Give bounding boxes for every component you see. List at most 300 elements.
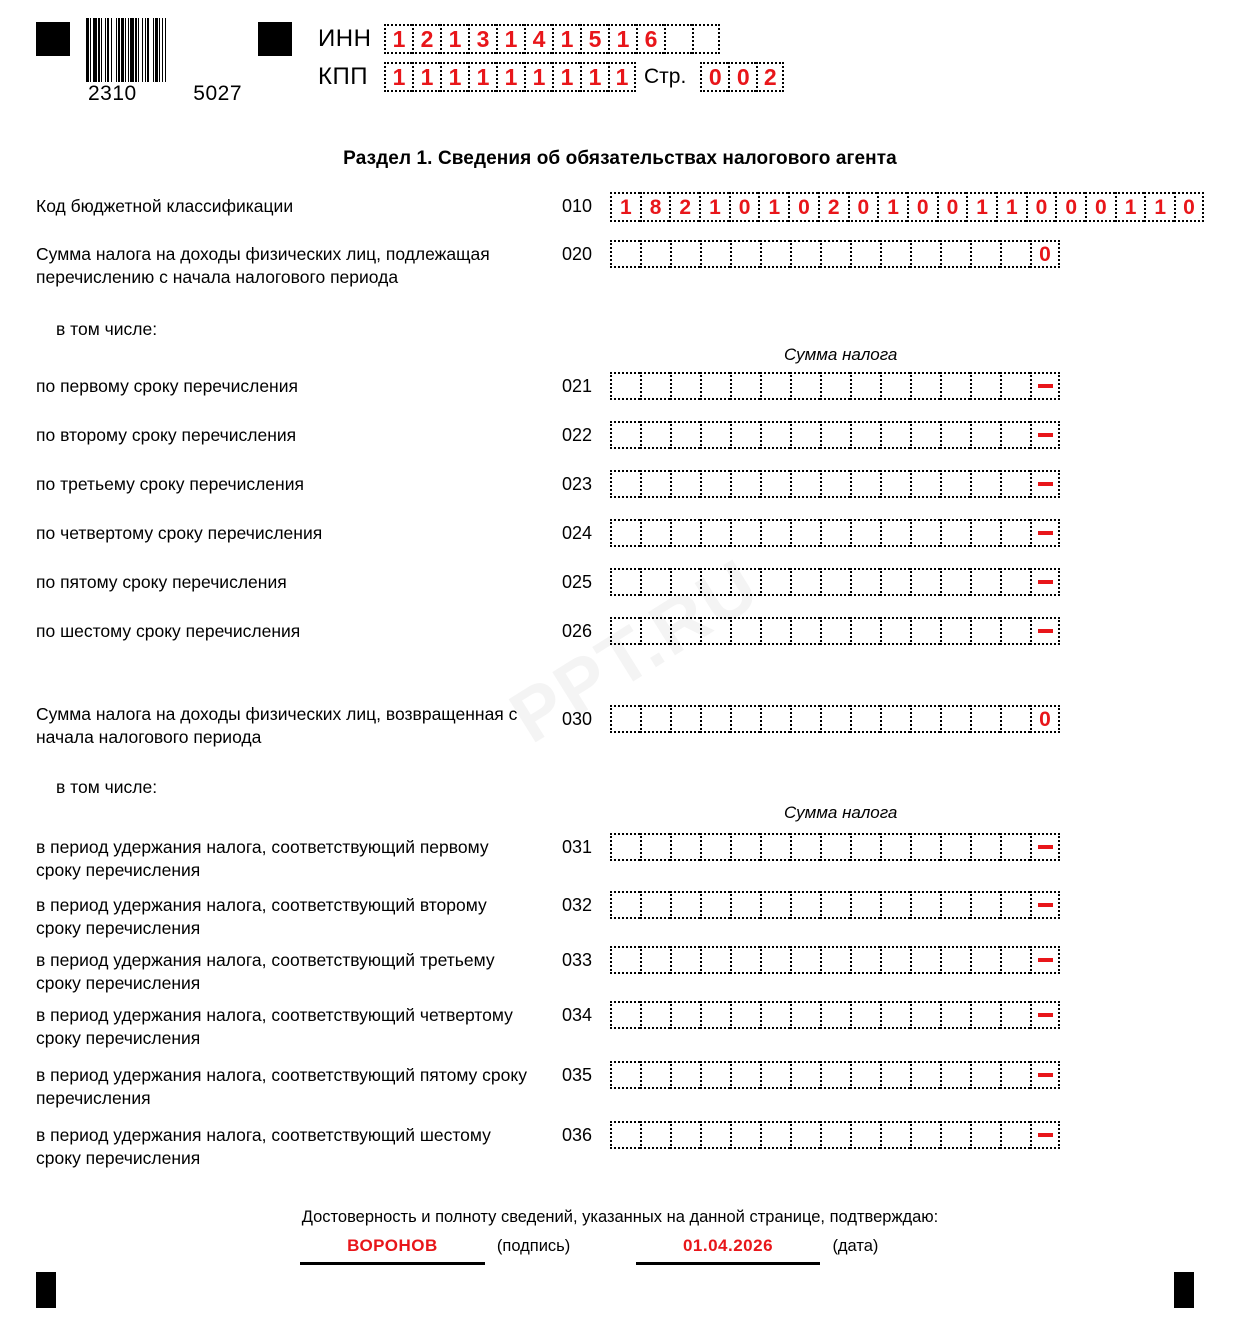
char-cell[interactable] xyxy=(910,617,940,645)
char-cell[interactable] xyxy=(1030,568,1060,596)
char-cell[interactable] xyxy=(610,421,640,449)
char-cell[interactable]: 0 xyxy=(700,62,728,92)
char-cell[interactable]: 1 xyxy=(580,62,608,92)
char-cell[interactable] xyxy=(940,705,970,733)
barcode-number-left: 2310 xyxy=(88,82,137,105)
char-cell[interactable] xyxy=(760,617,790,645)
char-cell[interactable]: 0 xyxy=(729,192,759,222)
char-cell[interactable] xyxy=(850,891,880,919)
char-cell[interactable] xyxy=(820,705,850,733)
char-cell[interactable] xyxy=(1000,240,1030,268)
char-cell[interactable]: 1 xyxy=(524,62,552,92)
char-cell[interactable] xyxy=(880,1121,910,1149)
char-cell[interactable] xyxy=(670,891,700,919)
char-cell[interactable]: 1 xyxy=(496,62,524,92)
char-cell[interactable] xyxy=(1000,1121,1030,1149)
char-cell[interactable] xyxy=(1030,1061,1060,1089)
char-cell[interactable]: 6 xyxy=(636,24,664,54)
char-cell[interactable] xyxy=(970,891,1000,919)
char-cell[interactable]: 8 xyxy=(640,192,670,222)
char-cell[interactable] xyxy=(664,24,692,54)
char-cell[interactable] xyxy=(1000,519,1030,547)
char-cell[interactable] xyxy=(910,1121,940,1149)
char-cell[interactable] xyxy=(940,946,970,974)
char-cell[interactable] xyxy=(790,470,820,498)
char-cell[interactable] xyxy=(1000,891,1030,919)
char-cell[interactable] xyxy=(700,891,730,919)
char-cell[interactable] xyxy=(1000,470,1030,498)
char-cell[interactable] xyxy=(730,372,760,400)
char-cell[interactable] xyxy=(610,946,640,974)
date-slot[interactable] xyxy=(636,1236,821,1265)
char-cell[interactable] xyxy=(910,891,940,919)
line035-input[interactable] xyxy=(610,1061,1060,1089)
char-cell[interactable] xyxy=(790,833,820,861)
char-cell[interactable] xyxy=(640,519,670,547)
char-cell[interactable] xyxy=(880,891,910,919)
char-cell[interactable] xyxy=(940,1001,970,1029)
line025-input[interactable] xyxy=(610,568,1060,596)
char-cell[interactable] xyxy=(910,421,940,449)
char-cell[interactable] xyxy=(760,519,790,547)
char-cell[interactable] xyxy=(1030,421,1060,449)
char-cell[interactable] xyxy=(790,946,820,974)
char-cell[interactable] xyxy=(730,617,760,645)
char-cell[interactable] xyxy=(850,568,880,596)
row-code-010: 010 xyxy=(562,196,593,216)
char-cell[interactable] xyxy=(670,833,700,861)
char-cell[interactable] xyxy=(670,705,700,733)
char-cell[interactable] xyxy=(610,705,640,733)
char-cell[interactable] xyxy=(700,519,730,547)
line024-input[interactable] xyxy=(610,519,1060,547)
char-cell[interactable] xyxy=(730,833,760,861)
char-cell[interactable] xyxy=(1000,1001,1030,1029)
char-cell[interactable] xyxy=(760,421,790,449)
char-cell[interactable] xyxy=(670,240,700,268)
char-cell[interactable] xyxy=(820,470,850,498)
char-cell[interactable] xyxy=(730,421,760,449)
char-cell[interactable] xyxy=(760,946,790,974)
char-cell[interactable]: 1 xyxy=(496,24,524,54)
inn-input[interactable] xyxy=(384,24,720,54)
char-cell[interactable] xyxy=(820,833,850,861)
char-cell[interactable]: 3 xyxy=(468,24,496,54)
char-cell[interactable] xyxy=(610,1121,640,1149)
char-cell[interactable] xyxy=(790,240,820,268)
char-cell[interactable] xyxy=(970,1121,1000,1149)
form-row-023 xyxy=(36,470,1216,498)
char-cell[interactable]: 1 xyxy=(610,192,640,222)
char-cell[interactable] xyxy=(760,833,790,861)
char-cell[interactable] xyxy=(730,519,760,547)
char-cell[interactable]: 1 xyxy=(996,192,1026,222)
char-cell[interactable] xyxy=(880,833,910,861)
kbk-input[interactable] xyxy=(610,192,1204,222)
char-cell[interactable] xyxy=(700,946,730,974)
char-cell[interactable] xyxy=(700,705,730,733)
char-cell[interactable] xyxy=(820,1061,850,1089)
char-cell[interactable] xyxy=(790,372,820,400)
char-cell[interactable] xyxy=(1030,891,1060,919)
char-cell[interactable] xyxy=(850,421,880,449)
char-cell[interactable] xyxy=(700,240,730,268)
char-cell[interactable] xyxy=(640,568,670,596)
char-cell[interactable] xyxy=(880,372,910,400)
char-cell[interactable] xyxy=(760,705,790,733)
char-cell[interactable]: 0 xyxy=(1026,192,1056,222)
char-cell[interactable] xyxy=(640,891,670,919)
char-cell[interactable] xyxy=(670,1121,700,1149)
char-cell[interactable]: 1 xyxy=(384,24,412,54)
char-cell[interactable] xyxy=(700,1121,730,1149)
char-cell[interactable] xyxy=(610,519,640,547)
char-cell[interactable] xyxy=(730,1061,760,1089)
char-cell[interactable] xyxy=(850,1121,880,1149)
char-cell[interactable] xyxy=(820,617,850,645)
char-cell[interactable]: 0 xyxy=(1030,240,1060,268)
row-code-024: 024 xyxy=(562,523,593,543)
char-cell[interactable] xyxy=(850,1061,880,1089)
char-cell[interactable] xyxy=(1000,421,1030,449)
char-cell[interactable]: 1 xyxy=(1115,192,1145,222)
char-cell[interactable] xyxy=(820,519,850,547)
char-cell[interactable]: 2 xyxy=(669,192,699,222)
char-cell[interactable] xyxy=(1030,833,1060,861)
char-cell[interactable] xyxy=(910,946,940,974)
char-cell[interactable]: 2 xyxy=(412,24,440,54)
sum-header-2: Сумма налога xyxy=(784,803,898,822)
char-cell[interactable]: 0 xyxy=(788,192,818,222)
char-cell[interactable]: 0 xyxy=(907,192,937,222)
char-cell[interactable] xyxy=(910,833,940,861)
char-cell[interactable] xyxy=(940,617,970,645)
char-cell[interactable] xyxy=(610,470,640,498)
line021-input[interactable] xyxy=(610,372,1060,400)
row-label-032: в период удержания налога, соответствующий второму сроку перечисления xyxy=(36,895,487,938)
char-cell[interactable] xyxy=(1030,946,1060,974)
char-cell[interactable] xyxy=(790,568,820,596)
char-cell[interactable]: 4 xyxy=(524,24,552,54)
char-cell[interactable] xyxy=(692,24,720,54)
char-cell[interactable]: 2 xyxy=(756,62,784,92)
form-row-026 xyxy=(36,617,1216,645)
char-cell[interactable] xyxy=(850,617,880,645)
char-cell[interactable] xyxy=(790,891,820,919)
char-cell[interactable] xyxy=(670,372,700,400)
char-cell[interactable] xyxy=(880,421,910,449)
char-cell[interactable] xyxy=(910,470,940,498)
form-row-031 xyxy=(36,833,1216,882)
char-cell[interactable] xyxy=(1030,470,1060,498)
char-cell[interactable] xyxy=(940,1121,970,1149)
char-cell[interactable] xyxy=(940,470,970,498)
line022-input[interactable] xyxy=(610,421,1060,449)
char-cell[interactable] xyxy=(820,421,850,449)
char-cell[interactable] xyxy=(850,705,880,733)
char-cell[interactable] xyxy=(970,946,1000,974)
char-cell[interactable] xyxy=(940,833,970,861)
char-cell[interactable] xyxy=(1030,372,1060,400)
char-cell[interactable] xyxy=(670,946,700,974)
char-cell[interactable] xyxy=(940,240,970,268)
char-cell[interactable]: 1 xyxy=(1144,192,1174,222)
char-cell[interactable] xyxy=(670,421,700,449)
char-cell[interactable] xyxy=(640,421,670,449)
char-cell[interactable] xyxy=(850,372,880,400)
signature-slot[interactable] xyxy=(300,1236,485,1265)
char-cell[interactable] xyxy=(940,891,970,919)
char-cell[interactable] xyxy=(1030,519,1060,547)
char-cell[interactable] xyxy=(700,421,730,449)
char-cell[interactable]: 0 xyxy=(1174,192,1204,222)
dash-mark xyxy=(1038,629,1053,633)
char-cell[interactable]: 0 xyxy=(1055,192,1085,222)
char-cell[interactable] xyxy=(880,240,910,268)
char-cell[interactable] xyxy=(1000,705,1030,733)
row-code-021: 021 xyxy=(562,376,593,396)
row-label-024: по четвертому сроку перечисления xyxy=(36,523,323,543)
row-code-030: 030 xyxy=(562,709,593,729)
char-cell[interactable] xyxy=(820,891,850,919)
char-cell[interactable]: 0 xyxy=(728,62,756,92)
char-cell[interactable] xyxy=(1000,372,1030,400)
char-cell[interactable] xyxy=(820,372,850,400)
char-cell[interactable]: 1 xyxy=(608,62,636,92)
form-row-035 xyxy=(36,1061,1216,1110)
char-cell[interactable] xyxy=(820,946,850,974)
char-cell[interactable]: 1 xyxy=(440,62,468,92)
char-cell[interactable] xyxy=(700,1061,730,1089)
char-cell[interactable]: 1 xyxy=(384,62,412,92)
char-cell[interactable] xyxy=(880,1001,910,1029)
char-cell[interactable] xyxy=(820,1001,850,1029)
char-cell[interactable] xyxy=(970,1001,1000,1029)
char-cell[interactable]: 1 xyxy=(966,192,996,222)
char-cell[interactable] xyxy=(640,617,670,645)
char-cell[interactable] xyxy=(730,470,760,498)
char-cell[interactable]: 1 xyxy=(440,24,468,54)
char-cell[interactable] xyxy=(970,519,1000,547)
char-cell[interactable] xyxy=(910,519,940,547)
char-cell[interactable] xyxy=(640,705,670,733)
char-cell[interactable] xyxy=(640,833,670,861)
char-cell[interactable] xyxy=(1000,1061,1030,1089)
char-cell[interactable] xyxy=(1000,617,1030,645)
page-number-input[interactable] xyxy=(700,62,784,92)
char-cell[interactable] xyxy=(730,568,760,596)
char-cell[interactable] xyxy=(940,372,970,400)
char-cell[interactable] xyxy=(700,617,730,645)
char-cell[interactable] xyxy=(940,1061,970,1089)
char-cell[interactable] xyxy=(880,519,910,547)
char-cell[interactable] xyxy=(610,617,640,645)
char-cell[interactable] xyxy=(880,568,910,596)
char-cell[interactable] xyxy=(1000,946,1030,974)
char-cell[interactable] xyxy=(970,421,1000,449)
form-row-034 xyxy=(36,1001,1216,1050)
char-cell[interactable]: 5 xyxy=(580,24,608,54)
char-cell[interactable] xyxy=(850,946,880,974)
char-cell[interactable] xyxy=(880,705,910,733)
char-cell[interactable] xyxy=(910,240,940,268)
line030-input[interactable] xyxy=(610,705,1060,733)
char-cell[interactable]: 1 xyxy=(758,192,788,222)
confirmation-text: Достоверность и полноту сведений, указанных на данной странице, подтверждаю: xyxy=(301,1208,939,1226)
char-cell[interactable] xyxy=(850,519,880,547)
char-cell[interactable] xyxy=(610,372,640,400)
char-cell[interactable]: 1 xyxy=(552,24,580,54)
row-label-023: по третьему сроку перечисления xyxy=(36,474,304,494)
char-cell[interactable]: 0 xyxy=(1030,705,1060,733)
line034-input[interactable] xyxy=(610,1001,1060,1029)
char-cell[interactable] xyxy=(940,568,970,596)
char-cell[interactable] xyxy=(760,568,790,596)
char-cell[interactable] xyxy=(850,240,880,268)
char-cell[interactable] xyxy=(730,1121,760,1149)
char-cell[interactable] xyxy=(880,470,910,498)
char-cell[interactable] xyxy=(910,1001,940,1029)
char-cell[interactable] xyxy=(970,705,1000,733)
char-cell[interactable] xyxy=(850,470,880,498)
row-code-032: 032 xyxy=(562,895,593,915)
char-cell[interactable] xyxy=(670,1001,700,1029)
char-cell[interactable] xyxy=(760,240,790,268)
char-cell[interactable] xyxy=(790,617,820,645)
char-cell[interactable] xyxy=(940,421,970,449)
char-cell[interactable] xyxy=(1000,568,1030,596)
char-cell[interactable] xyxy=(700,1001,730,1029)
char-cell[interactable] xyxy=(640,946,670,974)
char-cell[interactable] xyxy=(760,1001,790,1029)
char-cell[interactable] xyxy=(1030,617,1060,645)
char-cell[interactable] xyxy=(610,1001,640,1029)
char-cell[interactable] xyxy=(970,617,1000,645)
line032-input[interactable] xyxy=(610,891,1060,919)
char-cell[interactable] xyxy=(700,568,730,596)
char-cell[interactable]: 0 xyxy=(937,192,967,222)
signature-value: ВОРОНОВ xyxy=(347,1236,438,1255)
char-cell[interactable] xyxy=(760,470,790,498)
char-cell[interactable] xyxy=(880,946,910,974)
line033-input[interactable] xyxy=(610,946,1060,974)
char-cell[interactable] xyxy=(970,1061,1000,1089)
line023-input[interactable] xyxy=(610,470,1060,498)
char-cell[interactable] xyxy=(910,705,940,733)
char-cell[interactable] xyxy=(970,568,1000,596)
row-label-035: в период удержания налога, соответствующий пятому сроку перечисления xyxy=(36,1065,527,1108)
char-cell[interactable] xyxy=(1030,1121,1060,1149)
char-cell[interactable] xyxy=(730,240,760,268)
char-cell[interactable]: 1 xyxy=(552,62,580,92)
row-code-034: 034 xyxy=(562,1005,593,1025)
char-cell[interactable] xyxy=(790,1001,820,1029)
char-cell[interactable] xyxy=(700,372,730,400)
char-cell[interactable] xyxy=(790,519,820,547)
char-cell[interactable] xyxy=(850,1001,880,1029)
char-cell[interactable] xyxy=(970,240,1000,268)
char-cell[interactable] xyxy=(640,1121,670,1149)
char-cell[interactable] xyxy=(610,568,640,596)
char-cell[interactable] xyxy=(1000,833,1030,861)
char-cell[interactable] xyxy=(730,705,760,733)
char-cell[interactable] xyxy=(880,1061,910,1089)
char-cell[interactable] xyxy=(610,891,640,919)
line036-input[interactable] xyxy=(610,1121,1060,1149)
dash-mark xyxy=(1038,1133,1053,1137)
char-cell[interactable] xyxy=(730,946,760,974)
char-cell[interactable]: 1 xyxy=(468,62,496,92)
char-cell[interactable] xyxy=(760,1121,790,1149)
char-cell[interactable] xyxy=(820,240,850,268)
form-row-020 xyxy=(36,240,1216,289)
char-cell[interactable] xyxy=(790,421,820,449)
char-cell[interactable]: 0 xyxy=(1085,192,1115,222)
char-cell[interactable]: 0 xyxy=(848,192,878,222)
char-cell[interactable] xyxy=(910,1061,940,1089)
form-row-024 xyxy=(36,519,1216,547)
char-cell[interactable] xyxy=(1030,1001,1060,1029)
char-cell[interactable] xyxy=(670,1061,700,1089)
char-cell[interactable] xyxy=(610,240,640,268)
char-cell[interactable] xyxy=(610,833,640,861)
char-cell[interactable] xyxy=(910,372,940,400)
char-cell[interactable]: 1 xyxy=(608,24,636,54)
char-cell[interactable] xyxy=(610,1061,640,1089)
char-cell[interactable] xyxy=(640,1001,670,1029)
char-cell[interactable] xyxy=(640,470,670,498)
line031-input[interactable] xyxy=(610,833,1060,861)
form-row-033 xyxy=(36,946,1216,995)
char-cell[interactable] xyxy=(670,470,700,498)
char-cell[interactable] xyxy=(850,833,880,861)
char-cell[interactable] xyxy=(910,568,940,596)
char-cell[interactable] xyxy=(820,1121,850,1149)
char-cell[interactable] xyxy=(880,617,910,645)
char-cell[interactable] xyxy=(670,519,700,547)
char-cell[interactable] xyxy=(700,833,730,861)
char-cell[interactable] xyxy=(940,519,970,547)
char-cell[interactable] xyxy=(670,568,700,596)
char-cell[interactable] xyxy=(820,568,850,596)
char-cell[interactable] xyxy=(970,470,1000,498)
char-cell[interactable] xyxy=(790,1121,820,1149)
char-cell[interactable]: 1 xyxy=(412,62,440,92)
date-caption: (дата) xyxy=(832,1237,879,1255)
char-cell[interactable] xyxy=(970,833,1000,861)
char-cell[interactable] xyxy=(640,240,670,268)
row-label-026: по шестому сроку перечисления xyxy=(36,621,301,641)
char-cell[interactable] xyxy=(790,1061,820,1089)
char-cell[interactable]: 1 xyxy=(699,192,729,222)
char-cell[interactable] xyxy=(730,891,760,919)
char-cell[interactable] xyxy=(970,372,1000,400)
char-cell[interactable] xyxy=(670,617,700,645)
char-cell[interactable] xyxy=(730,1001,760,1029)
line020-input[interactable] xyxy=(610,240,1060,268)
line026-input[interactable] xyxy=(610,617,1060,645)
char-cell[interactable]: 2 xyxy=(818,192,848,222)
kpp-input[interactable] xyxy=(384,62,636,92)
char-cell[interactable] xyxy=(700,470,730,498)
char-cell[interactable] xyxy=(790,705,820,733)
char-cell[interactable] xyxy=(760,891,790,919)
char-cell[interactable] xyxy=(640,372,670,400)
char-cell[interactable] xyxy=(760,1061,790,1089)
char-cell[interactable] xyxy=(640,1061,670,1089)
char-cell[interactable] xyxy=(760,372,790,400)
char-cell[interactable]: 1 xyxy=(877,192,907,222)
